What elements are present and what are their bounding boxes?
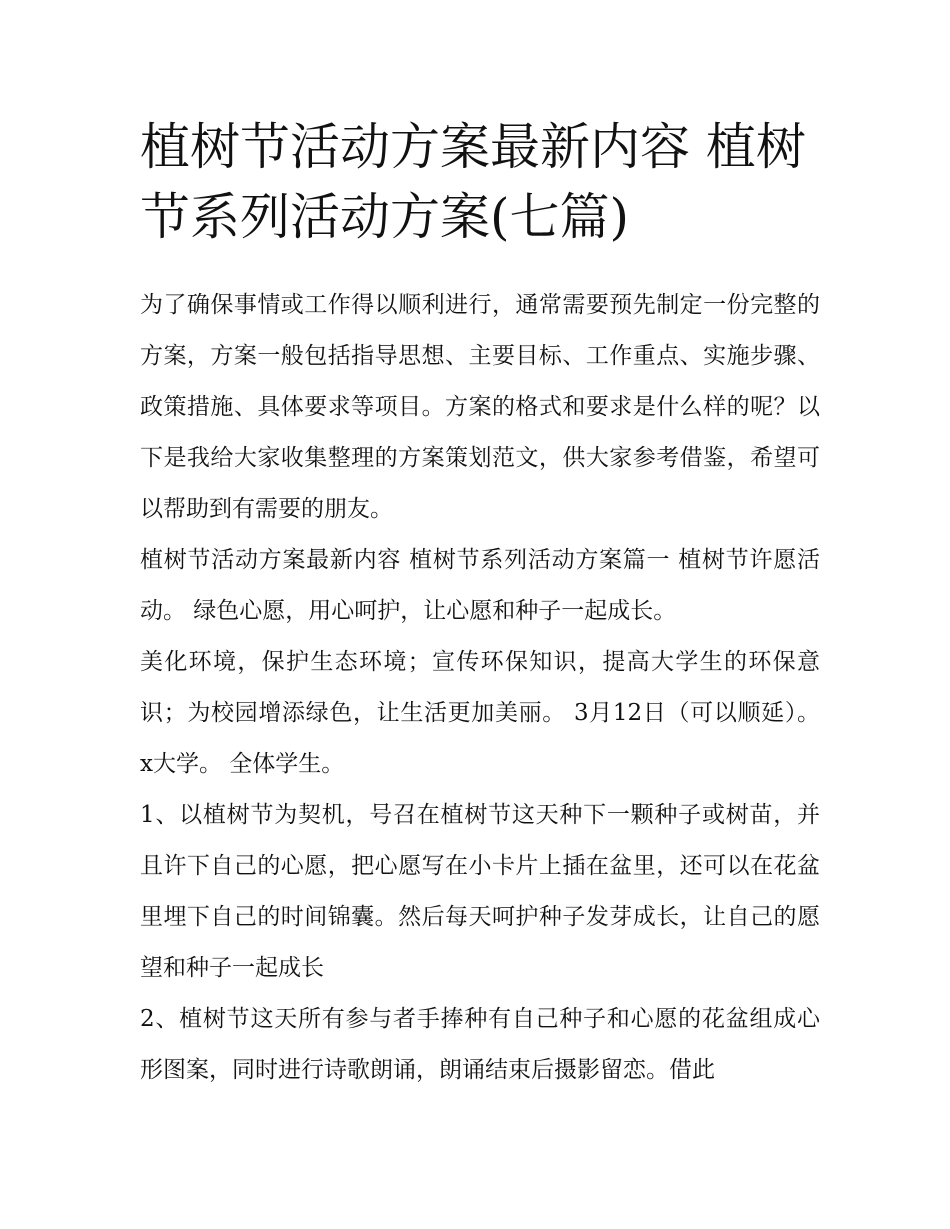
document-title: 植树节活动方案最新内容 植树节系列活动方案(七篇) [140, 118, 806, 246]
section-one-paragraph: 植树节活动方案最新内容 植树节系列活动方案篇一 植树节许愿活动。 绿色心愿，用心呵护，让心愿和种子一起成长。 [140, 547, 820, 624]
step-one-paragraph: 1、以植树节为契机，号召在植树节这天种下一颗种子或树苗，并且许下自己的心愿，把心愿写在小卡片上插在盆里，还可以在花盆里埋下自己的时间锦囊。然后每天呵护种子发芽成长，让自己的愿望和种子一起成长 [140, 802, 820, 981]
document-body [140, 280, 820, 1096]
purpose-paragraph: 美化环境，保护生态环境；宣传环保知识，提高大学生的环保意识；为校园增添绿色，让生活更加美丽。 3月12日（可以顺延）。 x大学。 全体学生。 [140, 649, 820, 777]
step-two-paragraph: 2、植树节这天所有参与者手捧种有自己种子和心愿的花盆组成心形图案，同时进行诗歌朗诵，朗诵结束后摄影留恋。借此 [140, 1006, 820, 1083]
intro-paragraph: 为了确保事情或工作得以顺利进行，通常需要预先制定一份完整的方案，方案一般包括指导思想、主要目标、工作重点、实施步骤、政策措施、具体要求等项目。方案的格式和要求是什么样的呢？以下是我给大家收集整理的方案策划范文，供大家参考借鉴，希望可以帮助到有需要的朋友。 [140, 292, 820, 522]
